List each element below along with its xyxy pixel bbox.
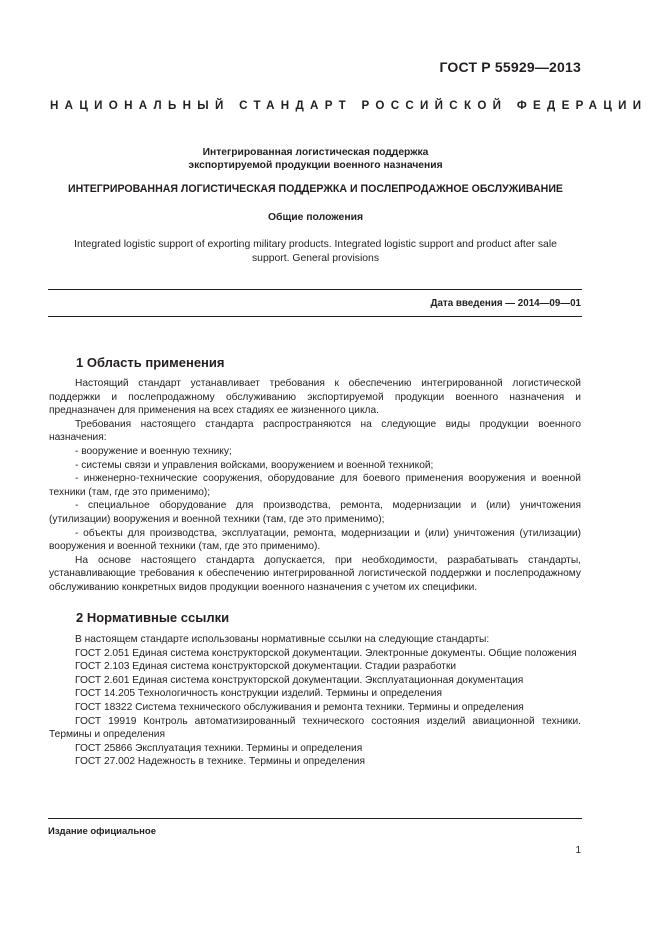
reference-item: ГОСТ 2.051 Единая система конструкторской документации. Электронные документы. Общие положения — [75, 647, 577, 659]
section-2-title: 2 Нормативные ссылки — [76, 610, 230, 625]
edition-label: Издание официальное — [48, 826, 156, 837]
footer-divider — [48, 818, 582, 819]
list-item: - объекты для производства, эксплуатации, ремонта, модернизации и (или) уничтожения (утилизации) вооружения и военной техники (там, где это применимо). — [49, 527, 581, 553]
paragraph: В настоящем стандарте использованы нормативные ссылки на следующие стандарты: — [75, 634, 490, 645]
divider-bottom — [48, 316, 582, 317]
section-1-title: 1 Область применения — [76, 355, 225, 370]
list-item: - инженерно-технические сооружения, оборудование для боевого применения вооружения и военной техники (там, где это применимо); — [49, 473, 581, 498]
reference-item: ГОСТ 27.002 Надежность в технике. Термины и определения — [75, 756, 365, 768]
paragraph: Требования настоящего стандарта распространяются на следующие виды продукции военного назначения: — [49, 418, 581, 444]
list-item: - системы связи и управления войсками, вооружением и военной техникой; — [75, 459, 434, 471]
english-title-line-1: Integrated logistic support of exporting military products. Integrated logistic support and product after sale — [74, 239, 557, 250]
english-title-line-2: support. General provisions — [251, 252, 380, 264]
reference-item: ГОСТ 2.601 Единая система конструкторской документации. Эксплуатационная документация — [75, 674, 524, 686]
title-line-1: Интегрированная логистическая поддержка — [202, 147, 429, 158]
main-title: ИНТЕГРИРОВАННАЯ ЛОГИСТИЧЕСКАЯ ПОДДЕРЖКА И ПОСЛЕПРОДАЖНОЕ ОБСЛУЖИВАНИЕ — [68, 183, 563, 195]
page-number: 1 — [575, 845, 581, 856]
reference-item: ГОСТ 2.103 Единая система конструкторской документации. Стадии разработки — [75, 661, 457, 673]
introduction-date: Дата введения — 2014—09—01 — [430, 298, 581, 309]
reference-item: ГОСТ 14.205 Технологичность конструкции изделий. Термины и определения — [75, 688, 442, 700]
reference-item: ГОСТ 25866 Эксплуатация техники. Термины и определения — [75, 742, 363, 754]
list-item: - специальное оборудование для производства, ремонта, модернизации и (или) уничтожения (утилизации) вооружения и военной техники (там, где это применимо); — [49, 500, 581, 525]
divider-top — [48, 289, 582, 290]
paragraph: Настоящий стандарт устанавливает требования к обеспечению интегрированной логистической поддержки и послепродажному обслуживанию экспортируемой продукции военного назначения и предназначен для применения на всех стадиях ее жизненного цикла. — [49, 378, 581, 417]
section-2-body — [49, 633, 581, 769]
national-standard-heading: НАЦИОНАЛЬНЫЙ СТАНДАРТ РОССИЙСКОЙ ФЕДЕРАЦИИ — [50, 99, 648, 112]
section-1-body — [49, 377, 581, 595]
title-line-2: экспортируемой продукции военного назначения — [188, 160, 443, 171]
subtitle: Общие положения — [267, 212, 364, 223]
paragraph: На основе настоящего стандарта допускается, при необходимости, разрабатывать стандарты, устанавливающие требования к обеспечению интегрированной логистической поддержки и послепродажному обслуживанию конкретных видов продукции военного назначения с учетом их специфики. — [49, 554, 581, 593]
document-code: ГОСТ Р 55929—2013 — [439, 59, 581, 75]
title-block — [40, 146, 591, 172]
reference-item: ГОСТ 19919 Контроль автоматизированный технического состояния изделий авиационной техники. Термины и определения — [49, 715, 581, 741]
english-title — [40, 238, 591, 265]
reference-item: ГОСТ 18322 Система технического обслуживания и ремонта техники. Термины и определения — [75, 701, 524, 713]
list-item: - вооружение и военную технику; — [75, 445, 232, 457]
